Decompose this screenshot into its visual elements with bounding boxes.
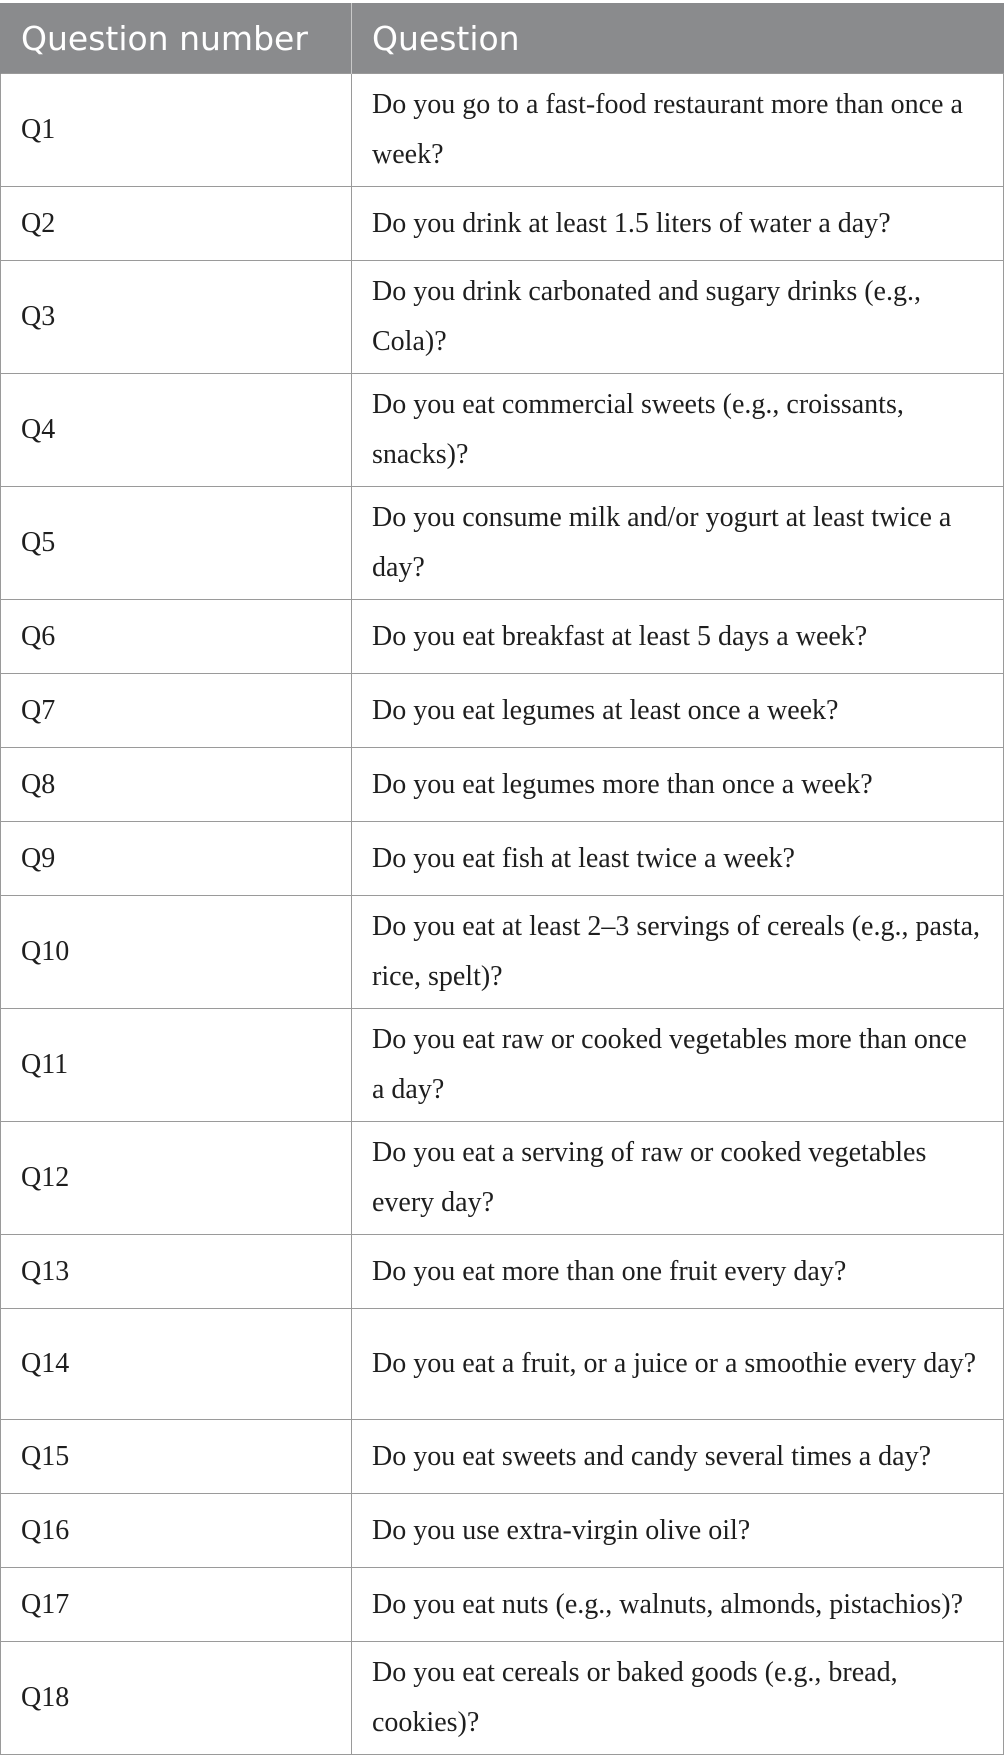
- question-text-cell: Do you eat sweets and candy several times a day?: [352, 1420, 1004, 1494]
- question-text-cell: Do you eat legumes at least once a week?: [352, 674, 1004, 748]
- table-row: [1, 1420, 1004, 1494]
- question-text-cell: Do you eat raw or cooked vegetables more than once a day?: [352, 1009, 1004, 1122]
- table-row: [1, 1642, 1004, 1755]
- table-row: [1, 822, 1004, 896]
- question-text-cell: Do you drink at least 1.5 liters of water a day?: [352, 187, 1004, 261]
- question-text-cell: Do you eat legumes more than once a week?: [352, 748, 1004, 822]
- question-number-cell: Q18: [1, 1642, 352, 1755]
- question-number-cell: Q12: [1, 1122, 352, 1235]
- table-row: [1, 487, 1004, 600]
- question-text-cell: Do you use extra-virgin olive oil?: [352, 1494, 1004, 1568]
- question-text-cell: Do you eat fish at least twice a week?: [352, 822, 1004, 896]
- table-row: [1, 1009, 1004, 1122]
- table-row: [1, 261, 1004, 374]
- table-row: [1, 374, 1004, 487]
- question-number-cell: Q4: [1, 374, 352, 487]
- question-number-cell: Q1: [1, 74, 352, 187]
- question-text-cell: Do you drink carbonated and sugary drinks (e.g., Cola)?: [352, 261, 1004, 374]
- question-text-cell: Do you go to a fast-food restaurant more than once a week?: [352, 74, 1004, 187]
- question-number-cell: Q14: [1, 1309, 352, 1420]
- table-row: [1, 1568, 1004, 1642]
- table-row: [1, 74, 1004, 187]
- table-row: [1, 896, 1004, 1009]
- question-number-cell: Q7: [1, 674, 352, 748]
- question-number-cell: Q10: [1, 896, 352, 1009]
- question-number-cell: Q2: [1, 187, 352, 261]
- question-text-cell: Do you eat a fruit, or a juice or a smoothie every day?: [352, 1309, 1004, 1420]
- table-row: [1, 187, 1004, 261]
- header-question-number: Question number: [1, 3, 352, 74]
- header-row: [1, 3, 1004, 74]
- question-number-cell: Q9: [1, 822, 352, 896]
- question-text-cell: Do you eat nuts (e.g., walnuts, almonds, pistachios)?: [352, 1568, 1004, 1642]
- question-number-cell: Q3: [1, 261, 352, 374]
- question-text-cell: Do you eat cereals or baked goods (e.g., bread, cookies)?: [352, 1642, 1004, 1755]
- questionnaire-table-container: [0, 3, 1003, 1755]
- question-text-cell: Do you eat commercial sweets (e.g., croissants, snacks)?: [352, 374, 1004, 487]
- question-text-cell: Do you eat at least 2–3 servings of cereals (e.g., pasta, rice, spelt)?: [352, 896, 1004, 1009]
- questionnaire-table: [0, 3, 1004, 1755]
- table-row: [1, 600, 1004, 674]
- question-number-cell: Q11: [1, 1009, 352, 1122]
- question-number-cell: Q17: [1, 1568, 352, 1642]
- table-body: [1, 74, 1004, 1755]
- question-number-cell: Q16: [1, 1494, 352, 1568]
- question-number-cell: Q6: [1, 600, 352, 674]
- question-text-cell: Do you consume milk and/or yogurt at least twice a day?: [352, 487, 1004, 600]
- question-text-cell: Do you eat more than one fruit every day?: [352, 1235, 1004, 1309]
- question-number-cell: Q15: [1, 1420, 352, 1494]
- header-question: Question: [352, 3, 1004, 74]
- table-row: [1, 1309, 1004, 1420]
- question-number-cell: Q5: [1, 487, 352, 600]
- table-row: [1, 1235, 1004, 1309]
- question-number-cell: Q8: [1, 748, 352, 822]
- question-number-cell: Q13: [1, 1235, 352, 1309]
- question-text-cell: Do you eat breakfast at least 5 days a week?: [352, 600, 1004, 674]
- table-row: [1, 674, 1004, 748]
- table-row: [1, 748, 1004, 822]
- question-text-cell: Do you eat a serving of raw or cooked vegetables every day?: [352, 1122, 1004, 1235]
- table-row: [1, 1494, 1004, 1568]
- table-header: [1, 3, 1004, 74]
- table-row: [1, 1122, 1004, 1235]
